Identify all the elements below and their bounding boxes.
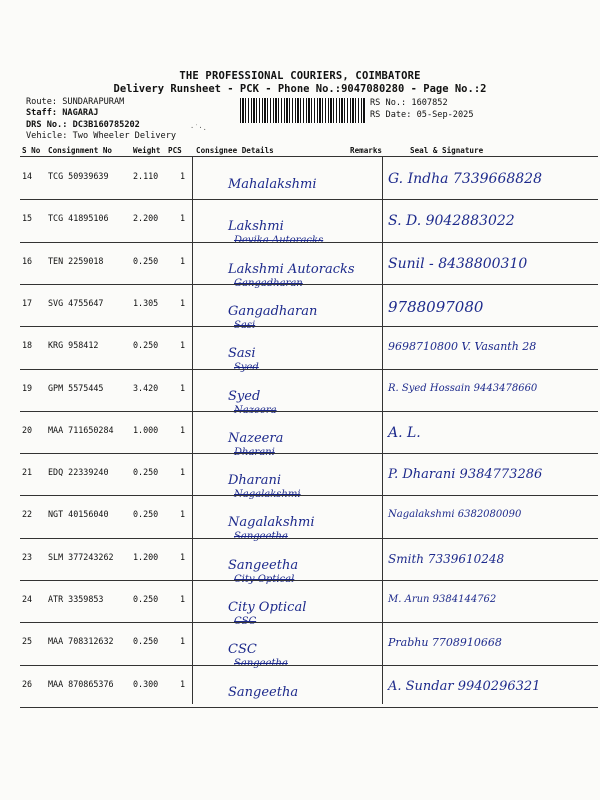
route-label: Route: bbox=[26, 97, 58, 107]
table-row bbox=[20, 242, 598, 289]
handwritten-signature: 9698710800 V. Vasanth 28 bbox=[388, 340, 537, 354]
handwritten-consignee: Sasi bbox=[228, 346, 256, 362]
cell-weight: 1.200 bbox=[133, 551, 159, 562]
cell-sno: 18 bbox=[22, 340, 33, 351]
cell-consignment: SVG 4755647 bbox=[48, 297, 104, 308]
handwritten-next-consignee: Sasi bbox=[234, 319, 256, 331]
staff-label: Staff: bbox=[26, 108, 58, 118]
handwritten-next-consignee: Sangeetha bbox=[234, 658, 288, 670]
cell-sno: 20 bbox=[22, 424, 33, 435]
drs-line bbox=[26, 120, 140, 131]
table-row bbox=[20, 157, 598, 199]
rs-date-line bbox=[370, 110, 474, 121]
table-row bbox=[20, 369, 598, 416]
cell-weight: 0.250 bbox=[133, 340, 159, 351]
table-row bbox=[20, 411, 598, 458]
cell-consignment: MAA 870865376 bbox=[48, 678, 114, 689]
cell-pcs: 1 bbox=[180, 213, 186, 224]
table-row bbox=[20, 495, 598, 543]
cell-sno: 15 bbox=[22, 213, 33, 224]
handwritten-signature: G. Indha 7339668828 bbox=[388, 171, 542, 187]
rs-no-label: RS No.: bbox=[370, 98, 407, 108]
scribble-mark: ·˙·. bbox=[190, 124, 207, 132]
vehicle-label: Vehicle: bbox=[26, 131, 68, 141]
cell-consignment: SLM 377243262 bbox=[48, 551, 114, 562]
cell-weight: 0.250 bbox=[133, 467, 159, 478]
handwritten-consignee: Gangadharan bbox=[228, 303, 318, 319]
col-seal: Seal & Signature bbox=[410, 146, 484, 155]
handwritten-next-consignee: City Optical bbox=[234, 573, 295, 585]
staff-value: NAGARAJ bbox=[62, 108, 99, 118]
vehicle-line bbox=[26, 131, 176, 142]
handwritten-signature: A. Sundar 9940296321 bbox=[388, 678, 541, 694]
handwritten-signature: R. Syed Hossain 9443478660 bbox=[388, 382, 538, 394]
cell-weight: 3.420 bbox=[133, 382, 159, 393]
col-remarks: Remarks bbox=[350, 146, 383, 155]
handwritten-consignee: City Optical bbox=[228, 600, 307, 615]
table-row bbox=[20, 326, 598, 374]
cell-pcs: 1 bbox=[180, 594, 186, 604]
row-rule bbox=[20, 707, 598, 708]
handwritten-signature: M. Arun 9384144762 bbox=[388, 594, 497, 605]
cell-consignment: GPM 5575445 bbox=[48, 382, 104, 393]
handwritten-consignee: Sangeetha bbox=[228, 684, 299, 700]
cell-pcs: 1 bbox=[180, 382, 186, 393]
handwritten-signature: 9788097080 bbox=[388, 297, 484, 316]
cell-consignment: TCG 50939639 bbox=[48, 171, 109, 181]
rs-date-label: RS Date: bbox=[370, 110, 412, 120]
handwritten-next-consignee: Nazeera bbox=[234, 404, 277, 416]
route-value: SUNDARAPURAM bbox=[62, 97, 125, 107]
cell-consignment: EDQ 22339240 bbox=[48, 467, 109, 478]
cell-consignment: TCG 41895106 bbox=[48, 213, 109, 224]
cell-sno: 23 bbox=[22, 551, 33, 562]
drs-value: DC3B160785202 bbox=[72, 120, 140, 130]
col-pcs: PCS bbox=[168, 146, 182, 155]
handwritten-consignee: Nazeera bbox=[228, 430, 284, 446]
cell-weight: 0.250 bbox=[133, 636, 159, 647]
cell-weight: 1.000 bbox=[133, 424, 159, 435]
table-row bbox=[20, 199, 598, 247]
cell-pcs: 1 bbox=[180, 340, 186, 351]
cell-pcs: 1 bbox=[180, 255, 186, 266]
rs-date-value: 05-Sep-2025 bbox=[416, 110, 474, 120]
barcode bbox=[240, 98, 366, 123]
handwritten-signature: Prabhu 7708910668 bbox=[388, 636, 502, 650]
cell-pcs: 1 bbox=[180, 171, 186, 181]
handwritten-signature: Smith 7339610248 bbox=[388, 551, 505, 566]
handwritten-signature: Nagalakshmi 6382080090 bbox=[388, 509, 522, 521]
handwritten-signature: Sunil - 8438800310 bbox=[388, 255, 528, 272]
cell-sno: 22 bbox=[22, 509, 33, 520]
cell-consignment: KRG 958412 bbox=[48, 340, 99, 351]
handwritten-consignee: Dharani bbox=[228, 473, 282, 489]
company-title: THE PROFESSIONAL COURIERS, COIMBATORE bbox=[179, 70, 421, 82]
vehicle-value: Two Wheeler Delivery bbox=[72, 131, 177, 141]
table-row bbox=[20, 453, 598, 501]
drs-label: DRS No.: bbox=[26, 120, 68, 130]
handwritten-consignee: Lakshmi Autoracks bbox=[228, 261, 355, 277]
handwritten-consignee: Lakshmi bbox=[228, 219, 284, 235]
handwritten-next-consignee: Sangeetha bbox=[234, 531, 288, 543]
handwritten-consignee: CSC bbox=[228, 642, 257, 658]
handwritten-consignee: Mahalakshmi bbox=[228, 177, 317, 192]
cell-weight: 0.250 bbox=[133, 594, 159, 604]
runsheet-subtitle: Delivery Runsheet - PCK - Phone No.:9047080280 - Page No.:2 bbox=[113, 83, 487, 95]
cell-sno: 14 bbox=[22, 171, 33, 181]
runsheet-table bbox=[20, 146, 598, 706]
handwritten-next-consignee: CSC bbox=[234, 616, 257, 627]
cell-sno: 25 bbox=[22, 636, 33, 647]
cell-consignment: TEN 2259018 bbox=[48, 255, 104, 266]
cell-pcs: 1 bbox=[180, 509, 186, 520]
table-header bbox=[20, 146, 598, 156]
cell-consignment: MAA 711650284 bbox=[48, 424, 114, 435]
rs-no-value: 1607852 bbox=[411, 98, 448, 108]
cell-weight: 2.200 bbox=[133, 213, 159, 224]
col-weight: Weight bbox=[133, 146, 161, 155]
table-row bbox=[20, 284, 598, 331]
handwritten-next-consignee: Syed bbox=[234, 362, 259, 374]
handwritten-next-consignee: Devika Autoracks bbox=[234, 235, 324, 247]
table-row bbox=[20, 580, 598, 627]
cell-consignment: NGT 40156040 bbox=[48, 509, 109, 520]
cell-consignment: ATR 3359853 bbox=[48, 594, 104, 604]
handwritten-signature: A. L. bbox=[388, 424, 421, 441]
col-sno: S No bbox=[22, 146, 41, 155]
cell-pcs: 1 bbox=[180, 467, 186, 478]
handwritten-consignee: Syed bbox=[228, 388, 261, 404]
handwritten-next-consignee: Gangadharan bbox=[234, 277, 303, 289]
cell-weight: 0.300 bbox=[133, 678, 159, 689]
handwritten-consignee: Nagalakshmi bbox=[228, 515, 315, 531]
staff-line bbox=[26, 108, 98, 119]
table-row bbox=[20, 622, 598, 670]
col-consignee: Consignee Details bbox=[196, 146, 274, 155]
cell-pcs: 1 bbox=[180, 424, 186, 435]
cell-consignment: MAA 708312632 bbox=[48, 636, 114, 647]
cell-weight: 1.305 bbox=[133, 297, 159, 308]
cell-weight: 0.250 bbox=[133, 255, 159, 266]
handwritten-signature: P. Dharani 9384773286 bbox=[388, 467, 543, 483]
cell-pcs: 1 bbox=[180, 297, 186, 308]
cell-pcs: 1 bbox=[180, 636, 186, 647]
handwritten-next-consignee: Dharani bbox=[234, 446, 275, 458]
col-consignment: Consignment No bbox=[48, 146, 113, 155]
cell-sno: 16 bbox=[22, 255, 33, 266]
cell-pcs: 1 bbox=[180, 551, 186, 562]
cell-sno: 21 bbox=[22, 467, 33, 478]
cell-sno: 17 bbox=[22, 297, 33, 308]
rs-no-line bbox=[370, 98, 448, 109]
cell-sno: 24 bbox=[22, 594, 33, 604]
route-line bbox=[26, 97, 124, 108]
cell-weight: 2.110 bbox=[133, 171, 159, 181]
cell-sno: 19 bbox=[22, 382, 33, 393]
cell-weight: 0.250 bbox=[133, 509, 159, 520]
handwritten-signature: S. D. 9042883022 bbox=[388, 213, 515, 230]
handwritten-next-consignee: Nagalakshmi bbox=[234, 489, 301, 501]
handwritten-consignee: Sangeetha bbox=[228, 557, 299, 573]
table-row bbox=[20, 665, 598, 707]
cell-pcs: 1 bbox=[180, 678, 186, 689]
table-row bbox=[20, 538, 598, 585]
cell-sno: 26 bbox=[22, 678, 33, 689]
